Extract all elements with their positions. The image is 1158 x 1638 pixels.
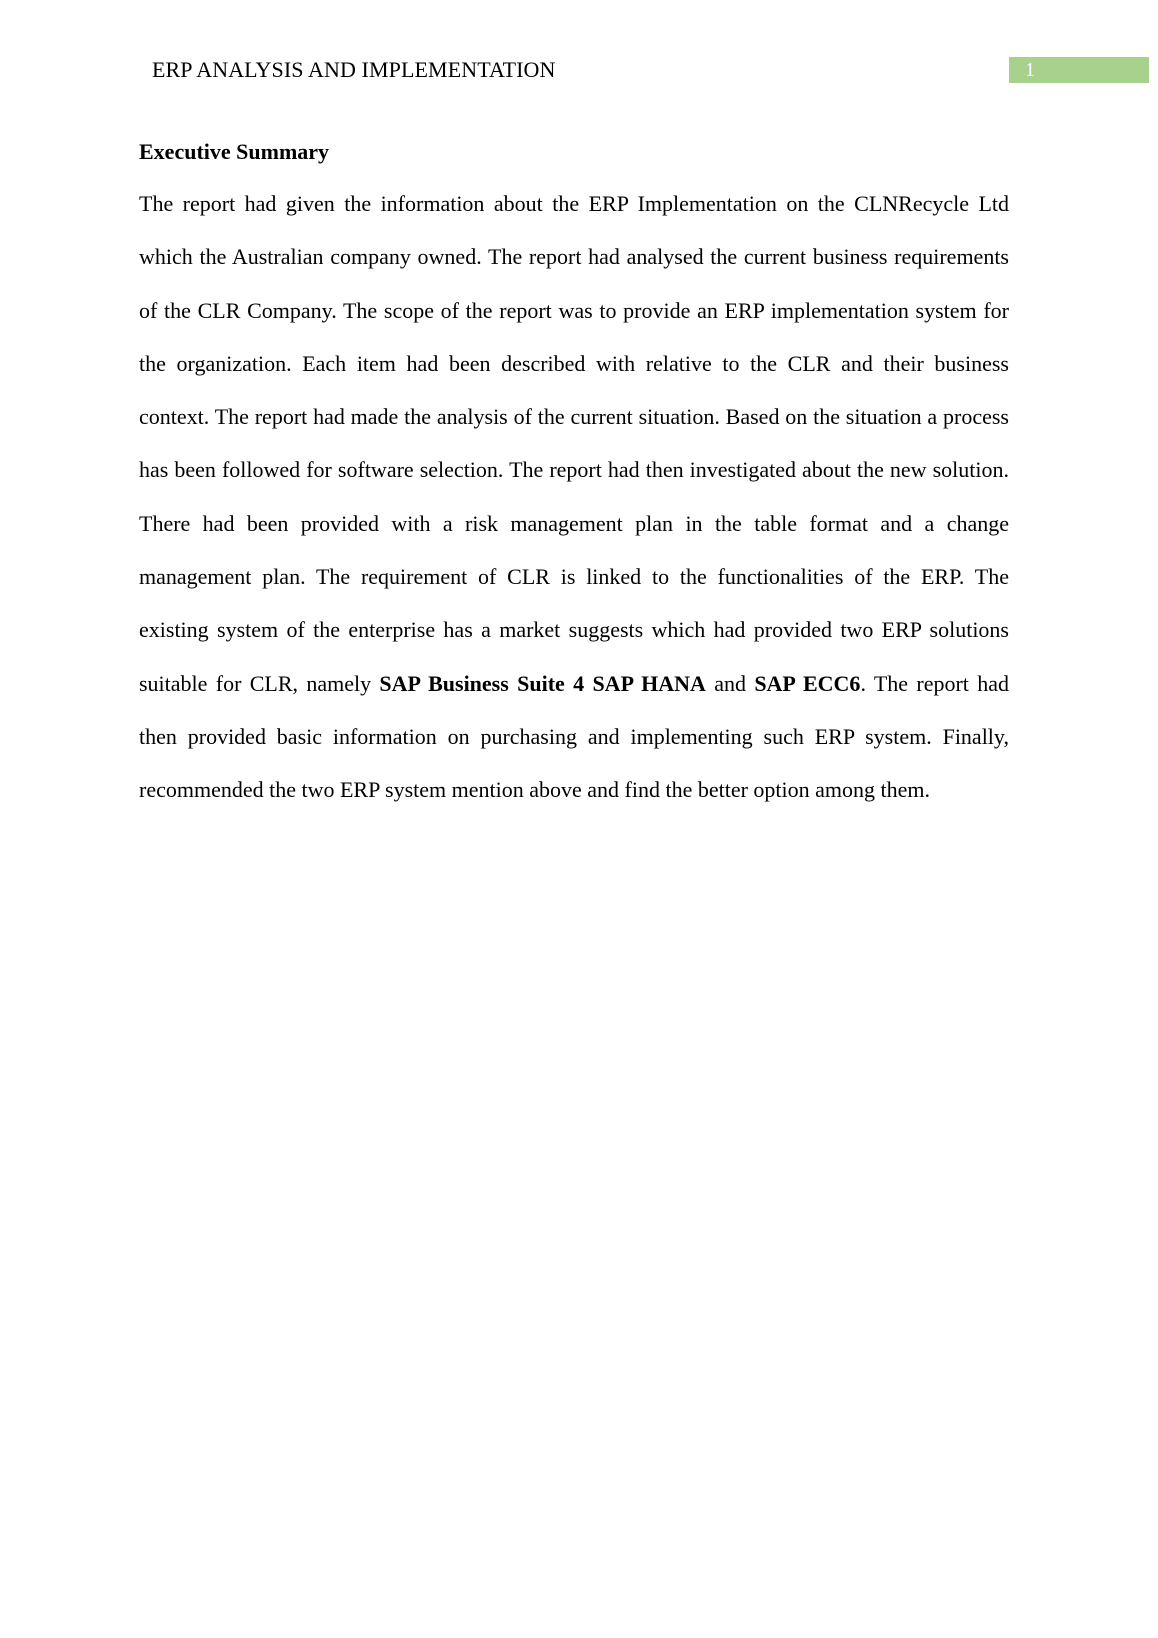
summary-text-part-3: . The report had then provided basic information on purchasing and implementing such ERP system. Finally, recommended the two ERP system mention above and find the better option among them.	[139, 670, 1010, 803]
summary-paragraph	[139, 177, 1009, 817]
erp-solution-2: SAP ECC6	[754, 670, 861, 696]
document-body	[139, 136, 1009, 817]
summary-text-part-2: and	[705, 670, 755, 696]
page-number-badge	[1009, 57, 1149, 83]
page-number: 1	[1025, 59, 1035, 81]
section-heading: Executive Summary	[139, 139, 330, 164]
summary-text-part-1: The report had given the information about the ERP Implementation on the CLNRecycle Ltd which the Australian company owned. The report had analysed the current business requirements of the CLR Company. The scope of the report was to provide an ERP implementation system for the organization. Each item had been described with relative to the CLR and their business context. The report had made the analysis of the current situation. Based on the situation a process has been followed for software selection. The report had then investigated about the new solution. There had been provided with a risk management plan in the table format and a change management plan. The requirement of CLR is linked to the functionalities of the ERP. The existing system of the enterprise has a market suggests which had provided two ERP solutions suitable for CLR, namely	[139, 191, 1009, 696]
erp-solution-1: SAP Business Suite 4 SAP HANA	[379, 670, 706, 696]
running-header-title: ERP ANALYSIS AND IMPLEMENTATION	[152, 57, 556, 82]
